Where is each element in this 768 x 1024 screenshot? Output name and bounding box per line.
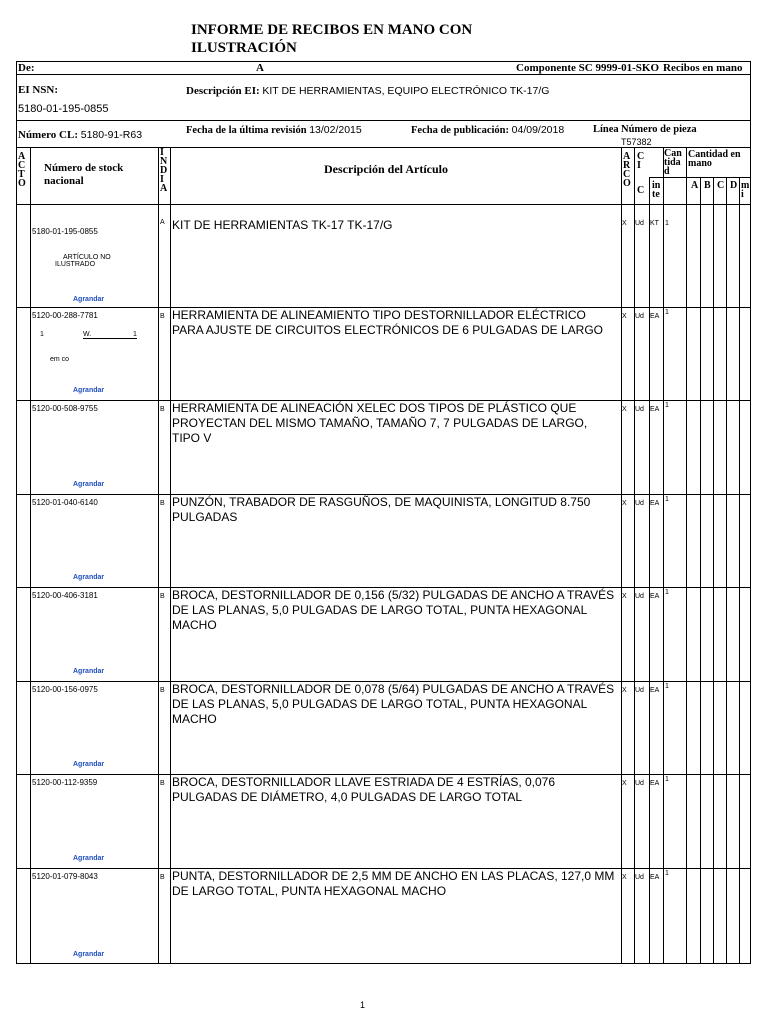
col-header-ci bbox=[637, 152, 647, 170]
ei-description bbox=[186, 85, 549, 97]
row-unit-ud: Ud bbox=[635, 593, 644, 600]
row-indicator: A bbox=[160, 219, 165, 226]
row-quantity: 1 bbox=[665, 683, 669, 690]
col-header-description: Descripción del Artículo bbox=[324, 162, 448, 176]
not-illustrated-note: ILUSTRADO bbox=[55, 261, 96, 268]
row-nsn: 5120-00-508-9755 bbox=[32, 404, 98, 413]
acto-letter: T bbox=[18, 169, 25, 180]
col-line-ci bbox=[663, 147, 664, 964]
row-quantity: 1 bbox=[665, 870, 669, 877]
row-x-mark: X bbox=[622, 593, 627, 600]
row-indicator: B bbox=[160, 780, 165, 787]
row-indicator: B bbox=[160, 313, 165, 320]
indi-letter: I bbox=[160, 148, 164, 158]
row-unit-code: EA bbox=[650, 780, 660, 787]
row-nsn: 5120-01-079-8043 bbox=[32, 872, 98, 881]
row-x-mark: X bbox=[622, 313, 627, 320]
row-indicator: B bbox=[160, 874, 165, 881]
row-description: HERRAMIENTA DE ALINEAMIENTO TIPO DESTORNILLADOR ELÉCTRICO PARA AJUSTE DE CIRCUITOS ELECTRÓNICOS DE 6 PULGADAS DE LARGO bbox=[172, 308, 603, 337]
row-description: HERRAMIENTA DE ALINEACIÓN XELEC DOS TIPOS DE PLÁSTICO QUE PROYECTAN DEL MISMO TAMAÑO, TAMAÑO 7, 7 PULGADAS DE LARGO, TIPO V bbox=[172, 401, 588, 445]
row-nsn: 5120-00-112-9359 bbox=[32, 778, 98, 787]
row-unit-code: KT bbox=[650, 220, 659, 227]
col-header-c2: C bbox=[717, 180, 725, 191]
cl-number-value: 5180-91-R63 bbox=[80, 129, 143, 141]
acto-letter: C bbox=[18, 160, 26, 171]
page-title: INFORME DE RECIBOS EN MANO CON ILUSTRACIÓN bbox=[191, 22, 473, 56]
row-description: KIT DE HERRAMIENTAS TK-17 TK-17/G bbox=[172, 218, 393, 232]
enlarge-link[interactable]: Agrandar bbox=[73, 855, 105, 862]
ei-nsn-label: EI NSN: bbox=[18, 84, 59, 96]
illustration-callout: 1 bbox=[133, 331, 137, 338]
part-number-label: Número de pieza bbox=[621, 124, 697, 135]
line-label: Línea bbox=[593, 124, 619, 135]
col-header-stock: Número de stock nacional bbox=[44, 162, 124, 187]
qty-subheader-line bbox=[649, 177, 751, 178]
col-line-acto bbox=[30, 147, 31, 964]
row-unit-ud: Ud bbox=[635, 313, 644, 320]
row-unit-ud: Ud bbox=[635, 780, 644, 787]
header-divider-2 bbox=[16, 120, 751, 121]
row-unit-code: EA bbox=[650, 687, 660, 694]
last-revision bbox=[186, 124, 362, 136]
col-header-on-hand: Cantidad en mano bbox=[688, 149, 741, 169]
row-quantity: 1 bbox=[665, 496, 669, 503]
illustration-callout: em co bbox=[50, 356, 70, 363]
row-x-mark: X bbox=[622, 780, 627, 787]
col-header-b: B bbox=[704, 180, 711, 191]
arco-letter: C bbox=[623, 169, 631, 180]
col-line-a bbox=[700, 177, 701, 964]
row-unit-code: EA bbox=[650, 874, 660, 881]
col-line-stock bbox=[158, 147, 159, 964]
col-header-acto bbox=[18, 152, 28, 188]
on-hand-label: Recibos en mano bbox=[663, 62, 743, 74]
col-line-d bbox=[739, 177, 740, 964]
row-nsn: 5120-00-156-0975 bbox=[32, 685, 98, 694]
row-quantity: 1 bbox=[665, 402, 669, 409]
col-line-c2 bbox=[726, 177, 727, 964]
row-x-mark: X bbox=[622, 687, 627, 694]
ci-letter: C bbox=[637, 151, 645, 162]
row-description: BROCA, DESTORNILLADOR DE 0,156 (5/32) PULGADAS DE ANCHO A TRAVÉS DE LAS PLANAS, 5,0 PULGADAS DE LARGO TOTAL, PUNTA HEXAGONAL MACHO bbox=[172, 588, 615, 632]
col-line-desc bbox=[621, 147, 622, 964]
ci-letter: I bbox=[637, 160, 641, 171]
header-divider-3 bbox=[16, 147, 751, 148]
row-quantity: 1 bbox=[665, 309, 669, 316]
illustration-callout: W. bbox=[83, 331, 137, 339]
cl-number bbox=[18, 129, 142, 141]
row-x-mark: X bbox=[622, 406, 627, 413]
row-quantity: 1 bbox=[665, 776, 669, 783]
row-nsn: 5120-01-040-6140 bbox=[32, 498, 98, 507]
page-number: 1 bbox=[360, 1000, 366, 1010]
row-indicator: B bbox=[160, 593, 165, 600]
row-quantity: 1 bbox=[665, 220, 669, 227]
row-nsn: 5120-00-406-3181 bbox=[32, 591, 98, 600]
row-unit-code: EA bbox=[650, 313, 660, 320]
col-header-arco bbox=[623, 152, 633, 188]
row-description: PUNZÓN, TRABADOR DE RASGUÑOS, DE MAQUINISTA, LONGITUD 8.750 PULGADAS bbox=[172, 495, 591, 524]
publication-date-label: Fecha de publicación: bbox=[411, 125, 510, 136]
row-x-mark: X bbox=[622, 220, 627, 227]
col-line-indi bbox=[170, 147, 171, 964]
ei-description-label: Descripción EI: bbox=[186, 85, 260, 97]
enlarge-link[interactable]: Agrandar bbox=[73, 574, 105, 581]
publication-date bbox=[411, 124, 564, 136]
col-header-in-te: in te bbox=[652, 180, 661, 200]
arco-letter: O bbox=[623, 178, 631, 189]
indi-letter: N bbox=[160, 156, 168, 167]
col-header-d: D bbox=[730, 180, 738, 191]
indi-letter: I bbox=[160, 174, 164, 185]
row-unit-code: EA bbox=[650, 593, 660, 600]
col-header-c: C bbox=[637, 185, 645, 196]
row-unit-ud: Ud bbox=[635, 500, 644, 507]
col-header-qty: Can tida d bbox=[664, 149, 682, 177]
col-line-c bbox=[649, 177, 650, 964]
col-header-a: A bbox=[691, 180, 699, 191]
header-divider-1 bbox=[16, 74, 751, 75]
col-header-indi bbox=[160, 148, 170, 204]
acto-letter: O bbox=[18, 178, 26, 189]
row-nsn: 5180-01-195-0855 bbox=[32, 227, 98, 236]
col-header-mi: m i bbox=[741, 181, 750, 200]
indi-letter: D bbox=[160, 165, 168, 176]
to-label: A bbox=[256, 62, 264, 74]
last-revision-label: Fecha de la última revisión bbox=[186, 125, 307, 136]
row-unit-ud: Ud bbox=[635, 220, 644, 227]
row-x-mark: X bbox=[622, 500, 627, 507]
last-revision-value: 13/02/2015 bbox=[309, 124, 362, 136]
ei-description-value: KIT DE HERRAMIENTAS, EQUIPO ELECTRÓNICO TK-17/G bbox=[262, 85, 550, 97]
enlarge-link[interactable]: Agrandar bbox=[73, 387, 105, 394]
row-unit-code: EA bbox=[650, 406, 660, 413]
col-line-b bbox=[713, 177, 714, 964]
indi-letter: A bbox=[160, 183, 168, 194]
row-description: PUNTA, DESTORNILLADOR DE 2,5 MM DE ANCHO EN LAS PLACAS, 127,0 MM DE LARGO TOTAL, PUNTA HEXAGONAL MACHO bbox=[172, 869, 615, 898]
enlarge-link[interactable]: Agrandar bbox=[73, 296, 105, 303]
enlarge-link[interactable]: Agrandar bbox=[73, 951, 105, 958]
row-unit-ud: Ud bbox=[635, 687, 644, 694]
row-description: BROCA, DESTORNILLADOR DE 0,078 (5/64) PULGADAS DE ANCHO A TRAVÉS DE LAS PLANAS, 5,0 PULGADAS DE LARGO TOTAL, PUNTA HEXAGONAL MACHO bbox=[172, 682, 615, 726]
row-unit-code: EA bbox=[650, 500, 660, 507]
publication-date-value: 04/09/2018 bbox=[511, 124, 565, 136]
column-header-bottom bbox=[16, 204, 751, 205]
row-x-mark: X bbox=[622, 874, 627, 881]
col-line-qty bbox=[686, 147, 687, 964]
row-unit-ud: Ud bbox=[635, 406, 644, 413]
enlarge-link[interactable]: Agrandar bbox=[73, 481, 105, 488]
row-indicator: B bbox=[160, 500, 165, 507]
part-number-value: T57382 bbox=[621, 138, 652, 147]
row-description: BROCA, DESTORNILLADOR LLAVE ESTRIADA DE 4 ESTRÍAS, 0,076 PULGADAS DE DIÁMETRO, 4,0 PULGADAS DE LARGO TOTAL bbox=[172, 775, 556, 804]
acto-letter: A bbox=[18, 151, 26, 162]
enlarge-link[interactable]: Agrandar bbox=[73, 668, 105, 675]
cl-number-label: Número CL: bbox=[18, 129, 78, 141]
illustration-callout: 1 bbox=[40, 331, 44, 338]
from-label: De: bbox=[18, 62, 35, 74]
ei-nsn-value: 5180-01-195-0855 bbox=[18, 103, 109, 115]
not-illustrated-note: ARTÍCULO NO bbox=[63, 254, 111, 261]
enlarge-link[interactable]: Agrandar bbox=[73, 761, 105, 768]
component-label: Componente SC 9999-01-SKO bbox=[516, 62, 660, 74]
row-quantity: 1 bbox=[665, 589, 669, 596]
arco-letter: R bbox=[623, 160, 631, 171]
col-line-arco bbox=[634, 147, 635, 964]
arco-letter: A bbox=[623, 151, 631, 162]
row-indicator: B bbox=[160, 406, 165, 413]
row-unit-ud: Ud bbox=[635, 874, 644, 881]
row-indicator: B bbox=[160, 687, 165, 694]
row-nsn: 5120-00-288-7781 bbox=[32, 311, 98, 320]
